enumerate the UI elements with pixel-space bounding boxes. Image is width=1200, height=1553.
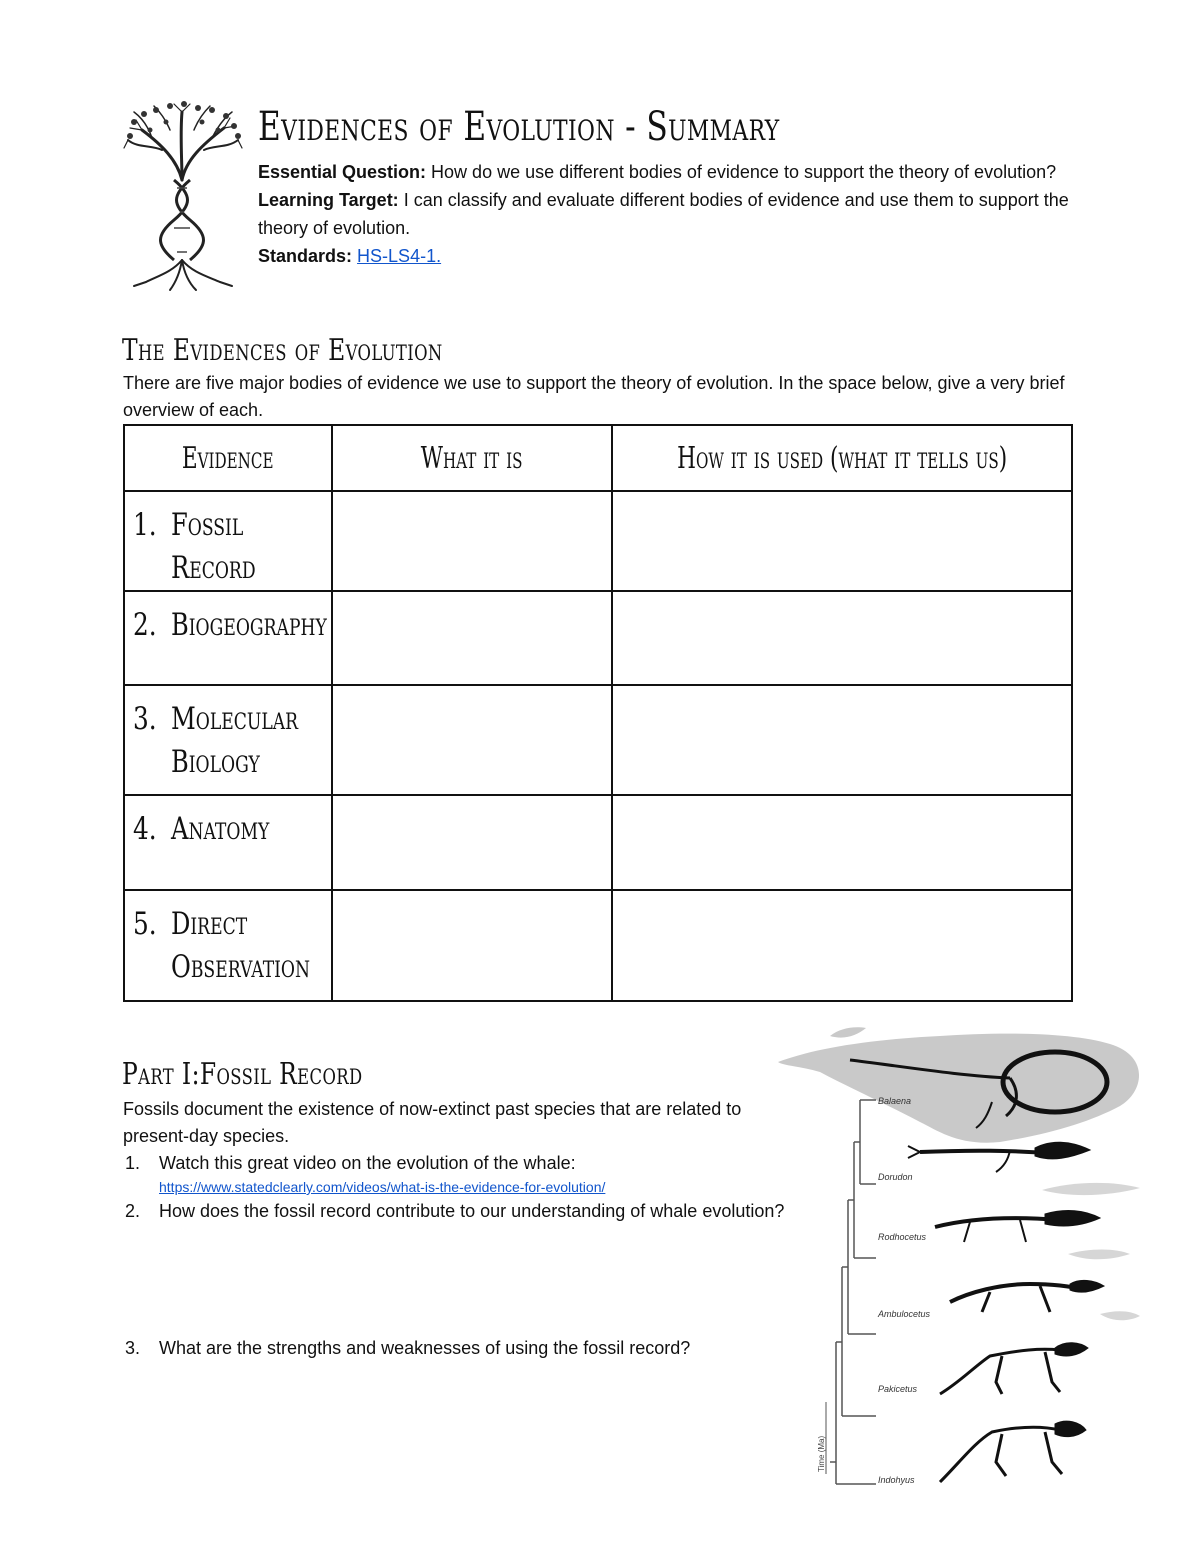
taxon-label: Indohyus bbox=[878, 1475, 915, 1485]
essential-question-text: How do we use different bodies of evidence to support the theory of evolution? bbox=[426, 162, 1057, 182]
tree-dna-logo bbox=[122, 100, 244, 292]
header-how-used: How it is used (what it tells us) bbox=[612, 425, 1072, 491]
section-fossil-intro: Fossils document the existence of now-extinct past species that are related to present-day species. bbox=[123, 1099, 742, 1146]
essential-question bbox=[258, 158, 1078, 186]
item-number: 2. bbox=[125, 1201, 141, 1221]
video-link[interactable]: https://www.statedclearly.com/videos/what-is-the-evidence-for-evolution/ bbox=[159, 1179, 606, 1195]
phylogeny-lines bbox=[830, 1100, 876, 1484]
learning-target-text: I can classify and evaluate different bodies of evidence and use them to support the theory of evolution. bbox=[258, 190, 1069, 238]
header-evidence: Evidence bbox=[124, 425, 332, 491]
evidence-cell bbox=[124, 491, 332, 591]
rodhocetus-skeleton bbox=[935, 1211, 1100, 1242]
what-it-is-cell[interactable] bbox=[332, 685, 612, 795]
evidence-cell bbox=[124, 890, 332, 1001]
table-row bbox=[124, 795, 1072, 890]
section-evidences-title: The Evidences of Evolution bbox=[122, 333, 443, 368]
list-item bbox=[125, 1150, 785, 1197]
how-used-cell[interactable] bbox=[612, 685, 1072, 795]
standards bbox=[258, 242, 1078, 270]
taxon-label: Pakicetus bbox=[878, 1384, 918, 1394]
whale-evolution-figure bbox=[770, 1022, 1150, 1492]
how-used-cell[interactable] bbox=[612, 890, 1072, 1001]
section-fossil-title: Part I:Fossil Record bbox=[122, 1057, 363, 1092]
how-used-cell[interactable] bbox=[612, 491, 1072, 591]
pakicetus-skeleton bbox=[940, 1343, 1088, 1394]
header-what-it-is: What it is bbox=[332, 425, 612, 491]
item-text: What are the strengths and weaknesses of using the fossil record? bbox=[159, 1338, 691, 1358]
time-axis-label: Time (Ma) bbox=[817, 1435, 826, 1472]
section-evidences-intro: There are five major bodies of evidence we use to support the theory of evolution. In the space below, give a very brief overview of each. bbox=[123, 373, 1065, 420]
ambulocetus-silhouette bbox=[1100, 1311, 1140, 1320]
page-title: Evidences of Evolution - Summary bbox=[258, 104, 780, 150]
what-it-is-cell[interactable] bbox=[332, 491, 612, 591]
what-it-is-cell[interactable] bbox=[332, 890, 612, 1001]
taxon-label: Ambulocetus bbox=[878, 1309, 931, 1319]
row-label: Direct Observation bbox=[171, 906, 311, 985]
table-row bbox=[124, 685, 1072, 795]
how-used-cell[interactable] bbox=[612, 591, 1072, 685]
what-it-is-cell[interactable] bbox=[332, 591, 612, 685]
evidence-cell bbox=[124, 795, 332, 890]
row-number: 2. bbox=[133, 607, 157, 643]
list-item bbox=[125, 1198, 785, 1225]
taxon-label: Rodhocetus bbox=[878, 1232, 927, 1242]
rodhocetus-silhouette bbox=[1068, 1250, 1130, 1260]
item-number: 3. bbox=[125, 1338, 141, 1358]
row-number: 3. bbox=[133, 701, 157, 737]
list-item bbox=[125, 1335, 745, 1362]
evidence-cell bbox=[124, 685, 332, 795]
item-number: 1. bbox=[125, 1153, 141, 1173]
row-number: 4. bbox=[133, 811, 157, 847]
learning-target bbox=[258, 186, 1078, 242]
row-label: Biogeography bbox=[171, 607, 327, 643]
table-row bbox=[124, 491, 1072, 591]
row-number: 5. bbox=[133, 906, 157, 942]
intro-block bbox=[258, 158, 1078, 270]
whale-silhouette bbox=[778, 1027, 1139, 1142]
item-text: How does the fossil record contribute to our understanding of whale evolution? bbox=[159, 1201, 785, 1221]
how-used-cell[interactable] bbox=[612, 795, 1072, 890]
evidence-table bbox=[123, 424, 1073, 1002]
dorudon-silhouette bbox=[1042, 1183, 1140, 1195]
row-label: Anatomy bbox=[171, 811, 270, 847]
what-it-is-cell[interactable] bbox=[332, 795, 612, 890]
row-number: 1. bbox=[133, 507, 157, 543]
row-label: Molecular Biology bbox=[171, 701, 299, 780]
learning-target-label: Learning Target: bbox=[258, 190, 399, 210]
taxon-label: Balaena bbox=[878, 1096, 912, 1106]
item-text: Watch this great video on the evolution of the whale: bbox=[159, 1153, 576, 1173]
standards-link[interactable]: HS-LS4-1. bbox=[357, 246, 442, 266]
taxon-label: Dorudon bbox=[878, 1172, 913, 1182]
dorudon-skeleton bbox=[908, 1142, 1090, 1172]
table-row bbox=[124, 890, 1072, 1001]
table-header-row bbox=[124, 425, 1072, 491]
evidence-cell bbox=[124, 591, 332, 685]
table-row bbox=[124, 591, 1072, 685]
standards-label: Standards: bbox=[258, 246, 353, 266]
indohyus-skeleton bbox=[940, 1421, 1086, 1482]
essential-question-label: Essential Question: bbox=[258, 162, 427, 182]
row-label: Fossil Record bbox=[171, 507, 256, 586]
ambulocetus-skeleton bbox=[950, 1280, 1104, 1312]
